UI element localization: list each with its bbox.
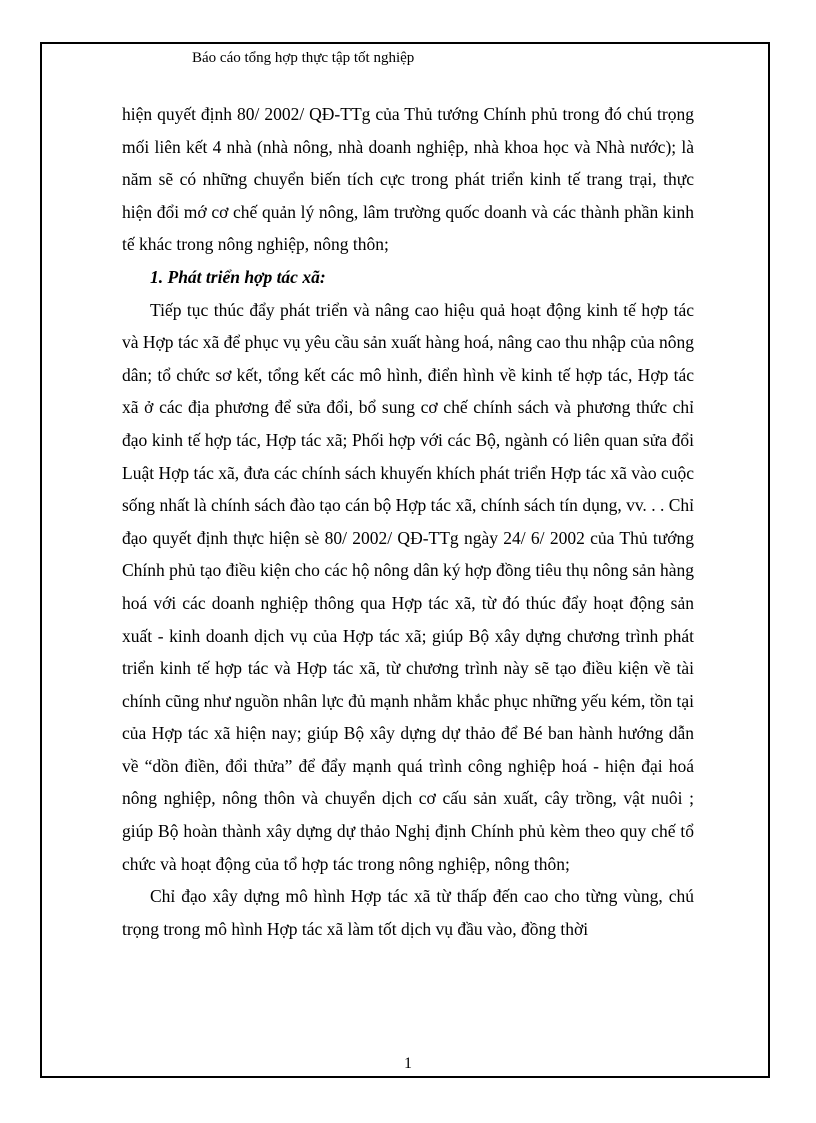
paragraph-2: Tiếp tục thúc đẩy phát triển và nâng cao hiệu quả hoạt động kinh tế hợp tác và Hợp tác xã để phục vụ yêu cầu sản xuất hàng hoá, nâng cao thu nhập của nông dân; tổ chức sơ kết, tổng kết các mô hình, điển hình về kinh tế hợp tác, Hợp tác xã ở các địa phương để sửa đổi, bổ sung cơ chế chính sách và phương thức chỉ đạo kinh tế hợp tác, Hợp tác xã; Phối hợp với các Bộ, ngành có liên quan sửa đổi Luật Hợp tác xã, đưa các chính sách khuyến khích phát triển Hợp tác xã vào cuộc sống nhất là chính sách đào tạo cán bộ Hợp tác xã, chính sách tín dụng, vv. . . Chỉ đạo quyết định thực hiện sè 80/ 2002/ QĐ-TTg ngày 24/ 6/ 2002 của Thủ tướng Chính phủ tạo điều kiện cho các hộ nông dân ký hợp đồng tiêu thụ nông sản hàng hoá với các doanh nghiệp thông qua Hợp tác xã, từ đó thúc đẩy hoạt động sản xuất - kinh doanh dịch vụ của Hợp tác xã; giúp Bộ xây dựng chương trình phát triển kinh tế hợp tác và Hợp tác xã, từ chương trình này sẽ tạo điều kiện về tài chính cũng như nguồn nhân lực đủ mạnh nhằm khắc phục những yếu kém, tồn tại của Hợp tác xã hiện nay; giúp Bộ xây dựng dự thảo để Bé ban hành hướng dẫn về “dồn điền, đổi thửa” để đẩy mạnh quá trình công nghiệp hoá - hiện đại hoá nông nghiệp, nông thôn và chuyển dịch cơ cấu sản xuất, cây trồng, vật nuôi ; giúp Bộ hoàn thành xây dựng dự thảo Nghị định Chính phủ kèm theo quy chế tổ chức và hoạt động của tổ hợp tác trong nông nghiệp, nông thôn; (122, 299, 694, 874)
page-number: 1 (404, 1055, 412, 1072)
paragraph-3: Chỉ đạo xây dựng mô hình Hợp tác xã từ thấp đến cao cho từng vùng, chú trọng trong mô hình Hợp tác xã làm tốt dịch vụ đầu vào, đồng thời (122, 886, 694, 939)
page-header: Báo cáo tổng hợp thực tập tốt nghiệp (192, 50, 415, 66)
document-body (122, 98, 694, 945)
section-heading: 1. Phát triển hợp tác xã: (150, 266, 326, 287)
paragraph-1: hiện quyết định 80/ 2002/ QĐ-TTg của Thủ tướng Chính phủ trong đó chú trọng mối liên kết 4 nhà (nhà nông, nhà doanh nghiệp, nhà khoa học và Nhà nước); là năm sẽ có những chuyển biến tích cực trong phát triển kinh tế trang trại, thực hiện đổi mớ cơ chế quản lý nông, lâm trường quốc doanh và các thành phần kinh tế khác trong nông nghiệp, nông thôn; (122, 104, 694, 255)
